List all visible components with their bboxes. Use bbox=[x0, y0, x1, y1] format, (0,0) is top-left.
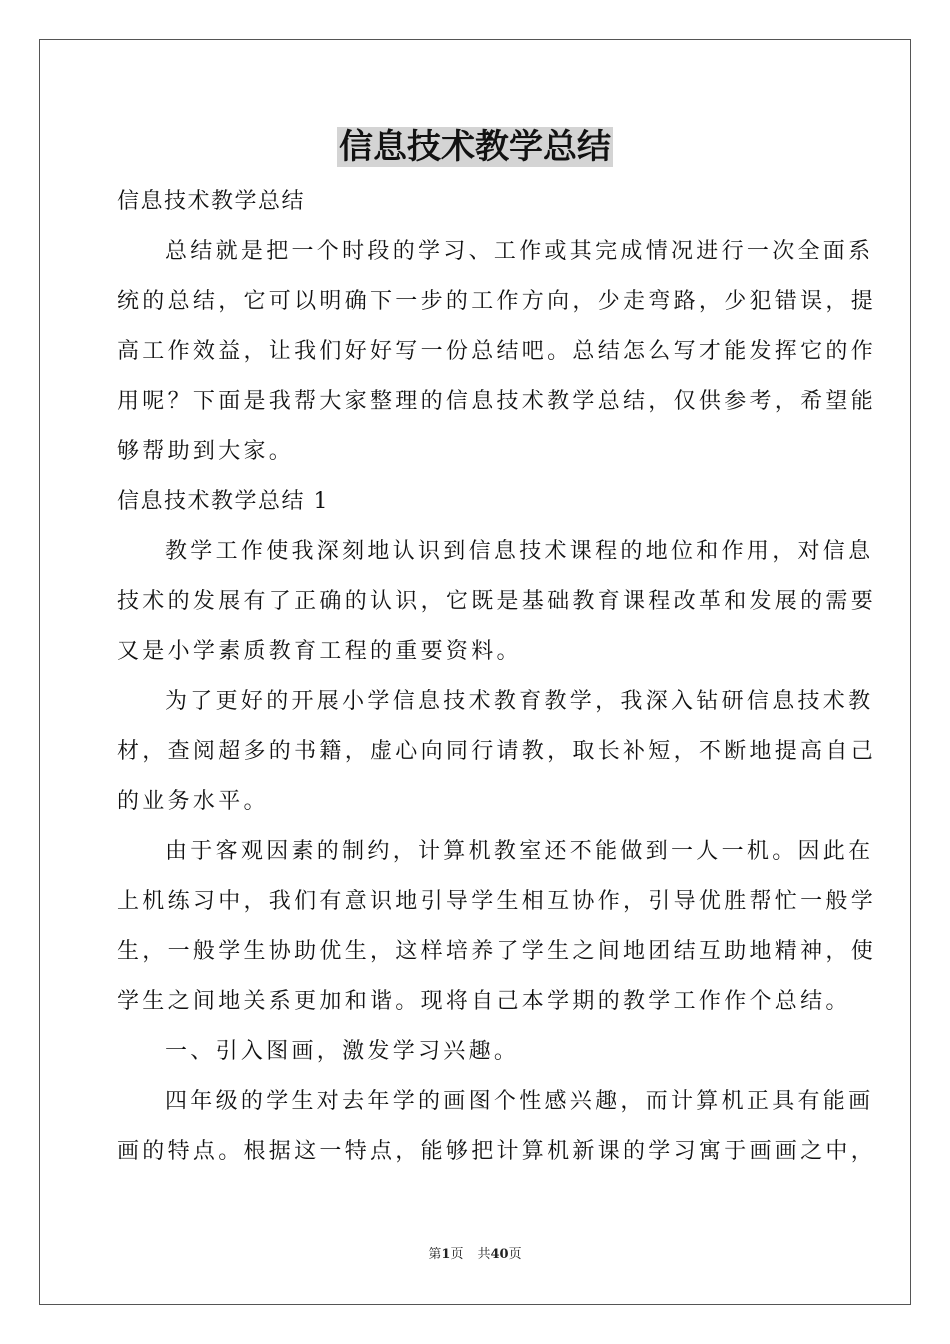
page-footer bbox=[0, 1246, 950, 1264]
footer-page-prefix: 第 bbox=[428, 1247, 442, 1262]
text-line: 总结就是把一个时段的学习、工作或其完成情况进行一次全面系 bbox=[165, 239, 874, 264]
text-line: 用呢？下面是我帮大家整理的信息技术教学总结，仅供参考，希望能 bbox=[117, 389, 877, 414]
document-title-text: 信息技术教学总结 bbox=[339, 127, 611, 167]
text-line: 学生之间地关系更加和谐。现将自己本学期的教学工作作个总结。 bbox=[117, 989, 851, 1014]
text-line: 生，一般学生协助优生，这样培养了学生之间地团结互助地精神，使 bbox=[117, 939, 877, 964]
text-line: 高工作效益，让我们好好写一份总结吧。总结怎么写才能发挥它的作 bbox=[117, 339, 877, 364]
footer-total-pages: 40 bbox=[490, 1247, 509, 1262]
text-line: 一、引入图画，激发学习兴趣。 bbox=[165, 1039, 520, 1064]
document-title bbox=[0, 124, 950, 170]
text-line: 由于客观因素的制约，计算机教室还不能做到一人一机。因此在 bbox=[165, 839, 874, 864]
footer-page-number: 1 bbox=[441, 1247, 451, 1262]
text-line: 够帮助到大家。 bbox=[117, 439, 295, 464]
section-heading: 信息技术教学总结 1 bbox=[117, 489, 329, 514]
text-line: 统的总结，它可以明确下一步的工作方向，少走弯路，少犯错误，提 bbox=[117, 289, 877, 314]
text-line: 画的特点。根据这一特点，能够把计算机新课的学习寓于画画之中， bbox=[117, 1139, 877, 1164]
text-line: 四年级的学生对去年学的画图个性感兴趣，而计算机正具有能画 bbox=[165, 1089, 874, 1114]
section-heading: 信息技术教学总结 bbox=[117, 189, 306, 214]
text-line: 上机练习中，我们有意识地引导学生相互协作，引导优胜帮忙一般学 bbox=[117, 889, 877, 914]
text-line: 教学工作使我深刻地认识到信息技术课程的地位和作用，对信息 bbox=[165, 539, 874, 564]
text-line: 的业务水平。 bbox=[117, 789, 269, 814]
footer-page-suffix: 页 bbox=[450, 1247, 464, 1262]
text-line: 又是小学素质教育工程的重要资料。 bbox=[117, 639, 522, 664]
footer-total-prefix: 共 bbox=[477, 1247, 491, 1262]
text-line: 技术的发展有了正确的认识，它既是基础教育课程改革和发展的需要 bbox=[117, 589, 877, 614]
document-body bbox=[117, 177, 877, 1177]
text-line: 材，查阅超多的书籍，虚心向同行请教，取长补短，不断地提高自己 bbox=[117, 739, 877, 764]
footer-total-suffix: 页 bbox=[508, 1247, 522, 1262]
text-line: 为了更好的开展小学信息技术教育教学，我深入钻研信息技术教 bbox=[165, 689, 874, 714]
